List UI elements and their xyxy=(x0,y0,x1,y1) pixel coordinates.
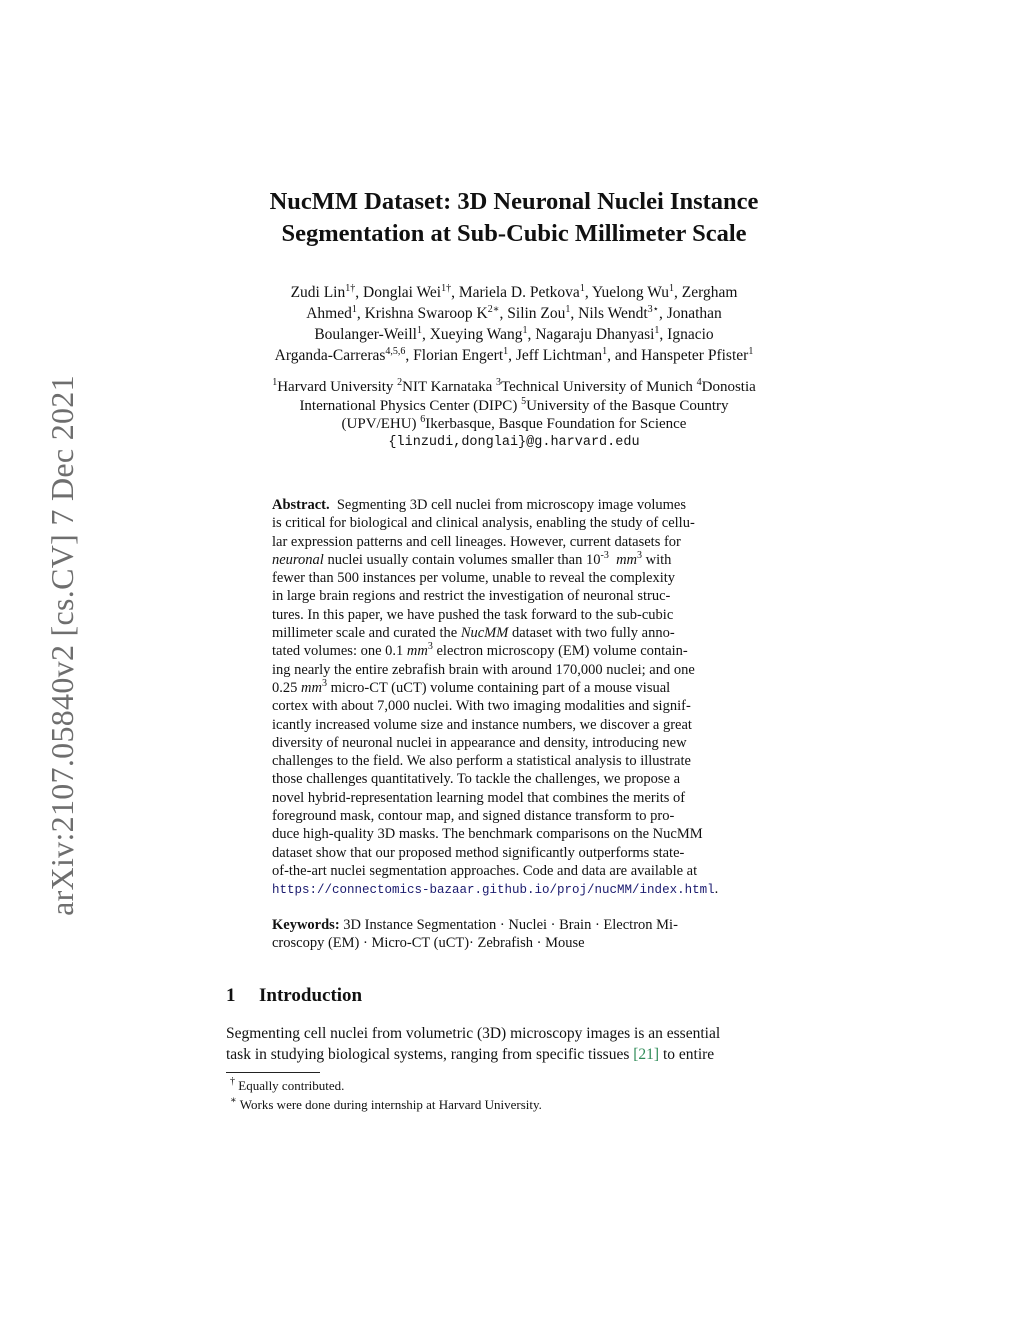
abstract-text: tated volumes: one 0.1 xyxy=(272,643,407,660)
author-name: , and Hanspeter Pfister xyxy=(607,347,749,364)
unit: mm xyxy=(406,643,428,660)
affil-text: (UPV/EHU) xyxy=(341,416,421,432)
author-affil-mark: 1 xyxy=(748,346,754,357)
abstract-line: is critical for biological and clinical analysis, enabling the study of cellu- xyxy=(272,515,695,532)
keywords-line-1 xyxy=(272,916,757,934)
author-affil-mark: 1 xyxy=(416,325,422,336)
author-name: Zudi Lin xyxy=(290,284,346,301)
abstract-line: cortex with about 7,000 nuclei. With two imaging modalities and signif- xyxy=(272,698,691,715)
footnote-2 xyxy=(230,1095,810,1114)
keywords-heading: Keywords: xyxy=(272,917,340,933)
affil-text: International Physics Center (DIPC) xyxy=(299,397,522,414)
affiliation-line-2 xyxy=(200,397,828,416)
abstract-line: duce high-quality 3D masks. The benchmark comparisons on the NucMM xyxy=(272,826,703,843)
footnote-text: Works were done during internship at Harvard University. xyxy=(236,1097,542,1112)
intro-text: task in studying biological systems, ranging from specific tissues xyxy=(226,1045,634,1063)
intro-text: to entire xyxy=(659,1045,715,1063)
author-name: , Zergham xyxy=(674,284,738,301)
author-affil-mark: 1 xyxy=(669,283,675,294)
exponent: -3 xyxy=(600,549,609,561)
abstract-heading: Abstract. xyxy=(272,497,330,513)
section-number: 1 xyxy=(226,985,236,1006)
author-affil-mark: 1 xyxy=(351,304,357,315)
author-affil-mark: 1† xyxy=(441,283,452,294)
abstract-line xyxy=(272,880,757,899)
affiliation-line-1 xyxy=(200,378,828,397)
footnote-text: Equally contributed. xyxy=(235,1078,345,1093)
abstract-line: of-the-art nuclei segmentation approaches. Code and data are available at xyxy=(272,862,698,879)
abstract-line: those challenges quantitatively. To tackle the challenges, we propose a xyxy=(272,771,681,788)
contact-email[interactable]: {linzudi,donglai}@g.harvard.edu xyxy=(388,434,640,450)
affil-mark: 5 xyxy=(521,395,527,407)
abstract-text: electron microscopy (EM) volume contain- xyxy=(432,643,688,660)
arxiv-id-text: arXiv:2107.05840v2 [cs.CV] 7 Dec 2021 xyxy=(43,374,80,916)
abstract-text: dataset with two fully anno- xyxy=(508,625,675,642)
author-list xyxy=(200,282,828,366)
author-name: , Donglai Wei xyxy=(355,284,442,301)
citation-link[interactable]: [21] xyxy=(633,1045,660,1063)
abstract-text: . xyxy=(714,881,719,898)
footnote-1 xyxy=(230,1076,810,1095)
unit: mm xyxy=(301,679,322,696)
footnote-mark: ∗ xyxy=(230,1095,237,1106)
abstract-line: lar expression patterns and cell lineages. However, current datasets for xyxy=(272,533,681,550)
abstract xyxy=(272,496,757,900)
title-line-1: NucMM Dataset: 3D Neuronal Nuclei Instance xyxy=(269,188,759,215)
affiliations xyxy=(200,378,828,452)
exponent: 3 xyxy=(637,549,643,561)
author-name: , Nils Wendt xyxy=(570,305,648,322)
abstract-line: icantly increased volume size and instance numbers, we discover a great xyxy=(272,716,692,733)
abstract-line: fewer than 500 instances per volume, unable to reveal the complexity xyxy=(272,570,676,587)
footnote-rule xyxy=(226,1072,320,1073)
abstract-line: foreground mask, contour map, and signed distance transform to pro- xyxy=(272,808,675,825)
abstract-line xyxy=(272,551,757,569)
author-name: , Jonathan xyxy=(658,305,722,322)
exponent: 3 xyxy=(427,641,433,653)
author-name: , Krishna Swaroop K xyxy=(356,305,488,322)
intro-line-1: Segmenting cell nuclei from volumetric (3D) microscopy images is an essential xyxy=(226,1025,721,1042)
exponent: 3 xyxy=(321,677,327,689)
author-affil-mark: 1† xyxy=(345,283,356,294)
author-name: Arganda-Carreras xyxy=(274,347,386,364)
section-heading xyxy=(226,984,626,1008)
author-name: , Ignacio xyxy=(659,326,714,343)
project-url-link[interactable]: https://connectomics-bazaar.github.io/proj/nucMM/index.html xyxy=(272,883,715,898)
author-name: , Yuelong Wu xyxy=(584,284,670,301)
affil-mark: 2 xyxy=(397,377,403,388)
intro-paragraph xyxy=(226,1024,806,1065)
arxiv-sidebar-stamp xyxy=(42,362,82,928)
abstract-line: diversity of neuronal nuclei in appearance and density, introducing new xyxy=(272,734,687,751)
abstract-text: with xyxy=(642,551,672,568)
author-name: , Jeff Lichtman xyxy=(508,347,603,364)
author-affil-mark: 1 xyxy=(503,346,509,357)
author-affil-mark: 4,5,6 xyxy=(385,346,406,357)
abstract-line xyxy=(272,642,757,660)
affil-mark: 1 xyxy=(272,377,278,388)
abstract-line: in large brain regions and restrict the investigation of neuronal struc- xyxy=(272,588,671,605)
abstract-line: challenges to the field. We also perform a statistical analysis to illustrate xyxy=(272,753,691,770)
abstract-text: Segmenting 3D cell nuclei from microscopy image volumes xyxy=(336,497,686,513)
author-line-1 xyxy=(200,282,828,303)
author-affil-mark: 1 xyxy=(522,325,528,336)
abstract-line: tures. In this paper, we have pushed the task forward to the sub-cubic xyxy=(272,606,674,623)
abstract-line xyxy=(272,624,757,642)
author-affil-mark: 1 xyxy=(565,304,571,315)
abstract-line: dataset show that our proposed method significantly outperforms state- xyxy=(272,844,685,861)
affil-text: University of the Basque Country xyxy=(526,397,729,414)
abstract-line: ing nearly the entire zebrafish brain with around 170,000 nuclei; and one xyxy=(272,661,695,678)
affil-mark: 3 xyxy=(496,377,502,388)
keywords xyxy=(272,916,757,953)
author-line-2 xyxy=(200,303,828,324)
abstract-text: micro-CT (uCT) volume containing part of a mouse visual xyxy=(326,679,671,696)
title-line-2: Segmentation at Sub-Cubic Millimeter Scale xyxy=(281,220,747,247)
affil-text: Ikerbasque, Basque Foundation for Science xyxy=(425,416,687,432)
keywords-text: 3D Instance Segmentation · Nuclei · Brain · Electron Mi- xyxy=(339,917,678,933)
author-name: , Florian Engert xyxy=(405,347,504,364)
author-affil-mark: 1 xyxy=(602,346,608,357)
author-line-4 xyxy=(200,345,828,366)
abstract-line xyxy=(272,679,757,697)
author-name: , Mariela D. Petkova xyxy=(451,284,580,301)
author-name: Ahmed xyxy=(306,305,352,322)
author-name: , Nagaraju Dhanyasi xyxy=(527,326,655,343)
affiliation-line-3 xyxy=(200,415,828,434)
footnotes xyxy=(230,1076,810,1114)
abstract-text: 0.25 xyxy=(272,679,301,696)
affil-text: Harvard University xyxy=(277,379,398,395)
author-line-3 xyxy=(200,324,828,345)
keywords-line-2: croscopy (EM) · Micro-CT (uCT)· Zebrafish · Mouse xyxy=(272,935,585,952)
affil-mark: 6 xyxy=(420,414,426,425)
author-affil-mark: 1 xyxy=(579,283,585,294)
author-affil-mark: 3⋆ xyxy=(647,304,659,315)
affil-text: Technical University of Munich xyxy=(501,379,697,395)
author-name: , Xueying Wang xyxy=(421,326,523,343)
abstract-emphasis: neuronal xyxy=(272,551,324,568)
abstract-text: millimeter scale and curated the xyxy=(272,625,461,642)
author-name: Boulanger-Weill xyxy=(314,326,417,343)
footnote-mark: † xyxy=(230,1076,235,1087)
affil-text: Donostia xyxy=(701,379,756,395)
intro-line-2 xyxy=(226,1045,806,1066)
dataset-name: NucMM xyxy=(460,625,509,642)
abstract-line: novel hybrid-representation learning model that combines the merits of xyxy=(272,789,686,806)
affil-mark: 4 xyxy=(696,377,702,388)
author-affil-mark: 1 xyxy=(654,325,660,336)
abstract-line xyxy=(272,496,757,514)
paper-title xyxy=(180,186,848,250)
author-affil-mark: 2∗ xyxy=(487,304,500,315)
unit: mm xyxy=(616,551,638,568)
author-name: , Silin Zou xyxy=(499,305,566,322)
section-title-text: Introduction xyxy=(259,985,363,1006)
abstract-text: nuclei usually contain volumes smaller than 10 xyxy=(323,551,601,568)
affil-text: NIT Karnataka xyxy=(402,379,497,395)
